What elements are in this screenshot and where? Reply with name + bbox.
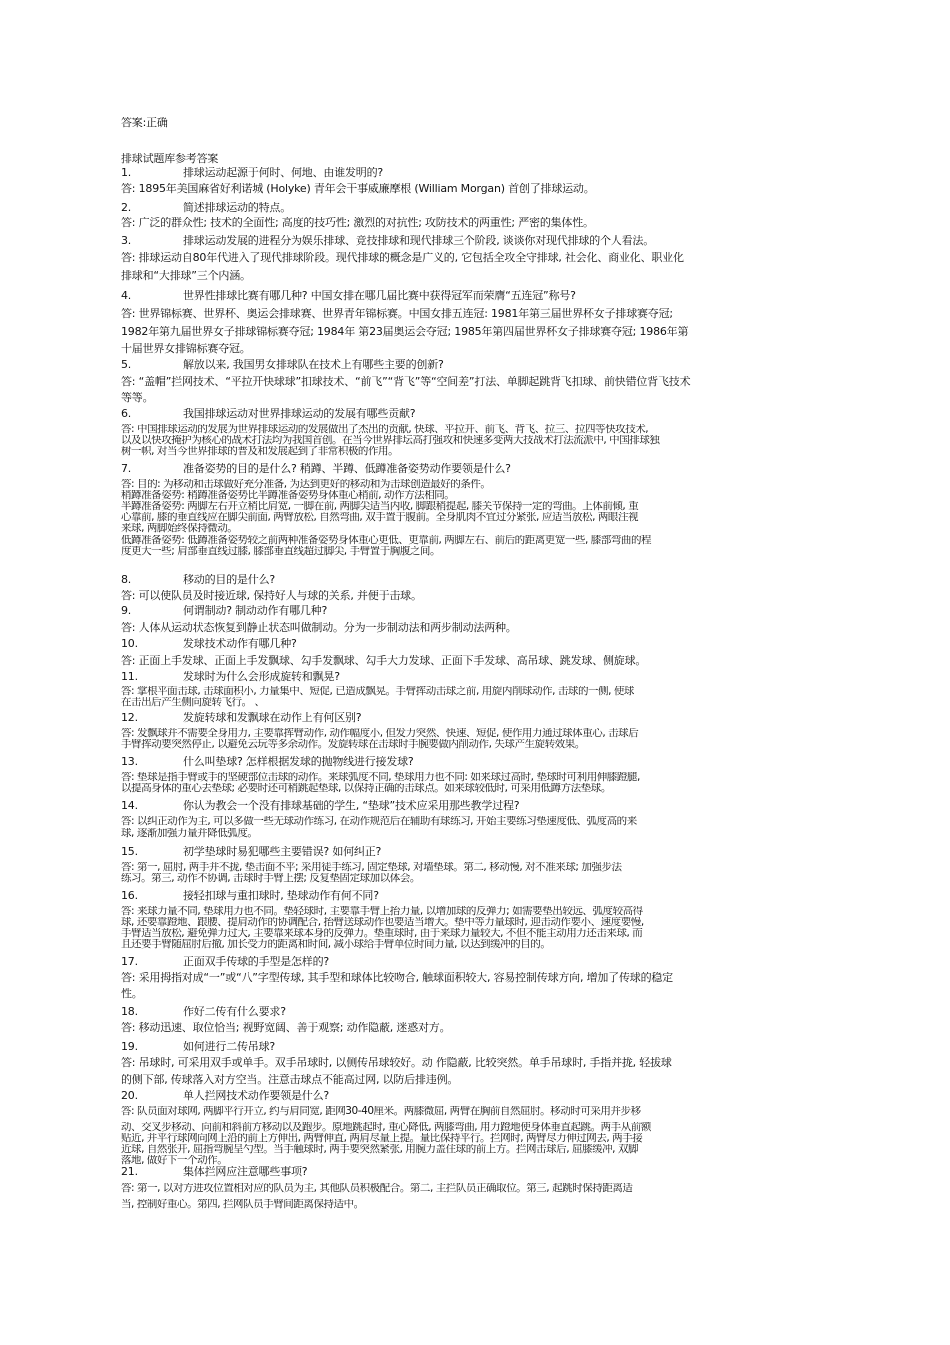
question-line	[121, 1166, 833, 1178]
question-line	[121, 167, 833, 179]
answer-line: 性。	[121, 988, 143, 1000]
answer-line: 以提高身体的重心去垫球; 必要时还可稍跳起垫球, 以保持正确的击球点。如来球较低时, 可采用低蹲方法垫球。	[121, 783, 611, 794]
question-line	[121, 235, 833, 247]
answer-line: 答: 第一, 屈肘, 两手并不拢, 垫击面不平; 采用徒手练习, 固定垫球, 对墙垫球。第二, 移动慢, 对不准来球; 加强步法	[121, 862, 622, 873]
answer-line: 答: 人体从运动状态恢复到静止状态叫做制动。分为一步制动法和两步制动法两种。	[121, 622, 517, 634]
question-text: 初学垫球时易犯哪些主要错误? 如何纠正?	[183, 846, 382, 858]
question-line	[121, 1006, 833, 1018]
answer-line: 练习。第三, 动作不协调, 击球时手臂上摆; 反复垫固定球加以体会。	[121, 873, 420, 884]
answer-line: 答: 1895年美国麻省好利诺城 (Holyke) 青年会干事威廉摩根 (William Morgan) 首创了排球运动。	[121, 183, 595, 195]
question-text: 发球技术动作有哪几种?	[183, 638, 297, 650]
question-line	[121, 202, 833, 214]
answer-line: 答: 中国排球运动的发展为世界排球运动的发展做出了杰出的贡献, 快球、平拉开、前飞、背飞、拉三、拉四等快攻技术,	[121, 424, 649, 435]
question-text: 单人拦网技术动作要领是什么?	[183, 1090, 330, 1102]
question-number: 11.	[121, 671, 138, 683]
question-line	[121, 290, 833, 302]
question-number: 8.	[121, 574, 132, 586]
question-number: 6.	[121, 408, 132, 420]
question-line	[121, 956, 833, 968]
question-text: 我国排球运动对世界排球运动的发展有哪些贡献?	[183, 408, 416, 420]
question-number: 17.	[121, 956, 138, 968]
answer-line: 答: 广泛的群众性; 技术的全面性; 高度的技巧性; 激烈的对抗性; 攻防技术的两重性; 严密的集体性。	[121, 217, 594, 229]
question-line	[121, 800, 833, 812]
answer-line: 十届世界女排锦标赛夺冠。	[121, 343, 251, 355]
question-text: 你认为教会一个没有排球基础的学生, “垫球”技术应采用那些教学过程?	[183, 800, 520, 812]
answer-line: 落地, 做好下一个动作。	[121, 1155, 228, 1166]
answer-line: 答: 采用拇指对成“一”或“八”字型传球, 其手型和球体比较吻合, 触球面积较大, 容易控制传球方向, 增加了传球的稳定	[121, 972, 673, 984]
question-number: 13.	[121, 756, 138, 768]
question-line	[121, 463, 833, 475]
answer-line: 答: 目的: 为移动和击球做好充分准备, 为达到更好的移动和为击球创造最好的条件。	[121, 479, 491, 490]
question-number: 12.	[121, 712, 138, 724]
question-line	[121, 359, 833, 371]
question-text: 解放以来, 我国男女排球队在技术上有哪些主要的创新?	[183, 359, 444, 371]
question-number: 21.	[121, 1166, 138, 1178]
question-number: 1.	[121, 167, 132, 179]
answer-line: 稍蹲准备姿势: 稍蹲准备姿势比半蹲准备姿势身体重心稍前, 动作方法相同。	[121, 490, 455, 501]
answer-line: 手臂挥动要突然停止, 以避免云玩等多余动作。发旋转球在击球时手腕要做内削动作, 失球产生旋转效果。	[121, 739, 585, 750]
question-number: 9.	[121, 605, 132, 617]
question-text: 世界性排球比赛有哪几种? 中国女排在哪几届比赛中获得冠军而荣膺“五连冠”称号?	[183, 290, 576, 302]
answer-line: 答: 以纠正动作为主, 可以多做一些无球动作练习, 在动作规范后在辅助有球练习, 开始主要练习垫速度低、弧度高的来	[121, 816, 637, 827]
question-number: 14.	[121, 800, 138, 812]
answer-line: 答: “盖帽”拦网技术、“平拉开快球球”扣球技术、“前飞”“背飞”等“空间差”打法、单脚起跳背飞扣球、前快错位背飞技术	[121, 376, 691, 388]
question-text: 何谓制动? 制动动作有哪几种?	[183, 605, 328, 617]
answer-line: 答: 第一, 以对方进攻位置相对应的队员为主, 其他队员积极配合。第二, 主拦队员正确取位。第三, 起跳时保持距离适	[121, 1183, 633, 1194]
question-line	[121, 846, 833, 858]
question-text: 发球时为什么会形成旋转和飘晃?	[183, 671, 340, 683]
answer-line: 答: 正面上手发球、正面上手发飘球、勾手发飘球、勾手大力发球、正面下手发球、高吊球、跳发球、侧旋球。	[121, 655, 647, 667]
question-number: 10.	[121, 638, 138, 650]
question-text: 如何进行二传吊球?	[183, 1041, 276, 1053]
question-number: 3.	[121, 235, 132, 247]
answer-line: 答: 可以使队员及时接近球, 保持好人与球的关系, 并便于击球。	[121, 590, 422, 602]
answer-line: 在击出后产生侧向旋转飞行。 、	[121, 697, 265, 708]
answer-line: 答: 掌根平面击球, 击球面积小, 力量集中、短促, 已造成飘晃。手臂挥动击球之前, 用旋内削球动作, 击球的一侧, 使球	[121, 686, 634, 697]
answer-line: 近球, 自然张开, 屈指弯腕呈勺型。当手触球时, 两手要突然紧张, 用腕力盖住球的前上方。拦网击球后, 屈膝缓冲, 双脚	[121, 1144, 639, 1155]
answer-line: 半蹲准备姿势: 两脚左右开立稍比肩宽, 一脚在前, 两脚尖适当内收, 脚跟稍提起, 膝关节保持一定的弯曲。上体前倾, 重	[121, 501, 639, 512]
answer-line: 答: 世界锦标赛、世界杯、奥运会排球赛、世界青年锦标赛。中国女排五连冠: 1981年第三届世界杯女子排球赛夺冠;	[121, 308, 673, 320]
answer-line: 答: 排球运动自80年代进入了现代排球阶段。现代排球的概念是广义的, 它包括全攻全守排球, 社会化、商业化、职业化	[121, 252, 684, 264]
answer-header: 答案:正确	[121, 117, 168, 129]
answer-line: 贴近, 并平行球网向网上沿的前上方伸出, 两臂伸直, 两肩尽量上提。量比保持平行。拦网时, 两臂尽力伸过网去, 两手接	[121, 1133, 643, 1144]
question-number: 20.	[121, 1090, 138, 1102]
question-line	[121, 1090, 833, 1102]
answer-line: 树一帜, 对当今世界排球的普及和发展起到了非常积极的作用。	[121, 446, 399, 457]
question-number: 19.	[121, 1041, 138, 1053]
question-number: 18.	[121, 1006, 138, 1018]
question-line	[121, 890, 833, 902]
answer-line: 当, 控制好重心。第四, 拦网队员手臂间距离保持适中。	[121, 1199, 364, 1210]
question-line	[121, 756, 833, 768]
answer-line: 且还要手臂随屈肘后撤, 加长受力的距离和时间, 减小球给手臂单位时间力量, 以达到缓冲的目的。	[121, 939, 551, 950]
question-number: 15.	[121, 846, 138, 858]
question-text: 排球运动起源于何时、何地、由谁发明的?	[183, 167, 384, 179]
answer-line: 答: 来球力量不同, 垫球用力也不同。垫轻球时, 主要靠手臂上抬力量, 以增加球的反弹力; 如需要垫出较远、弧度较高得	[121, 906, 643, 917]
question-text: 什么叫垫球? 怎样根据发球的抛物线进行接发球?	[183, 756, 414, 768]
answer-line: 低蹲准备姿势: 低蹲准备姿势较之前两种准备姿势身体重心更低、更靠前, 两脚左右、前后的距离更宽一些, 膝部弯曲的程	[121, 535, 652, 546]
answer-line: 1982年第九届世界女子排球锦标赛夺冠; 1984年 第23届奥运会夺冠; 1985年第四届世界杯女子排球赛夺冠; 1986年第	[121, 326, 689, 338]
question-line	[121, 638, 833, 650]
answer-line: 答: 垫球是指手臂或手的坚硬部位击球的动作。来球弧度不同, 垫球用力也不同: 如来球过高时, 垫球时可利用伸膝蹬腿,	[121, 772, 640, 783]
answer-line: 排球和“大排球”三个内涵。	[121, 270, 251, 282]
question-line	[121, 671, 833, 683]
question-text: 发旋转球和发飘球在动作上有何区别?	[183, 712, 362, 724]
answer-line: 答: 吊球时, 可采用双手或单手。双手吊球时, 以侧传吊球较好。动 作隐蔽, 比较突然。单手吊球时, 手指并拢, 轻拔球	[121, 1057, 672, 1069]
answer-line: 手臂适当放松, 避免弹力过大, 主要靠来球本身的反弹力。垫重球时, 由于来球力量较大, 不但不能主动用力还击来球, 而	[121, 928, 643, 939]
question-number: 16.	[121, 890, 138, 902]
answer-line: 心靠前, 膝的垂直线应在脚尖前面, 两臂放松, 自然弯曲, 双手置于腹前。全身肌肉不宜过分紧张, 应适当放松, 两眼注视	[121, 512, 639, 523]
answer-line: 以及以快攻掩护为核心的战术打法均为我国首创。在当今世界排坛高打强攻和快速多变两大技战术打法流派中, 中国排球独	[121, 435, 660, 446]
question-number: 2.	[121, 202, 132, 214]
answer-line: 来球, 两脚始终保持微动。	[121, 523, 238, 534]
question-number: 5.	[121, 359, 132, 371]
question-number: 4.	[121, 290, 132, 302]
answer-line: 动、交叉步移动、向前和斜前方移动以及跑步。原地跳起时, 重心降低, 两膝弯曲, 用力蹬地使身体垂直起跳。两手从前额	[121, 1122, 651, 1133]
answer-line: 球, 还要靠蹬地、跟腰、提肩动作的协调配合, 抬臂送球动作也要适当增大。垫中等力量球时, 迎击动作要小、速度要慢,	[121, 917, 644, 928]
question-line	[121, 712, 833, 724]
question-text: 简述排球运动的特点。	[183, 202, 291, 214]
answer-line: 答: 发飘球并不需要全身用力, 主要靠挥臂动作, 动作幅度小, 但发力突然、快速、短促, 使作用力通过球体重心, 击球后	[121, 728, 639, 739]
question-text: 作好二传有什么要求?	[183, 1006, 286, 1018]
answer-line: 答: 队员面对球网, 两脚平行开立, 约与肩同宽, 距网30-40厘米。两膝微屈, 两臂在胸前自然屈肘。移动时可采用并步移	[121, 1106, 641, 1117]
question-text: 接轻扣球与重扣球时, 垫球动作有何不同?	[183, 890, 379, 902]
question-number: 7.	[121, 463, 132, 475]
answer-line: 答: 移动迅速、取位恰当; 视野宽阔、善于观察; 动作隐蔽, 迷惑对方。	[121, 1022, 451, 1034]
question-line	[121, 574, 833, 586]
question-text: 移动的目的是什么?	[183, 574, 276, 586]
answer-line: 等等。	[121, 392, 154, 404]
question-line	[121, 1041, 833, 1053]
question-text: 正面双手传球的手型是怎样的?	[183, 956, 330, 968]
question-line	[121, 408, 833, 420]
question-text: 集体拦网应注意哪些事项?	[183, 1166, 308, 1178]
document-title: 排球试题库参考答案	[121, 153, 219, 165]
answer-line: 球, 逐渐加强力量并降低弧度。	[121, 828, 258, 839]
question-text: 准备姿势的目的是什么? 稍蹲、半蹲、低蹲准备姿势动作要领是什么?	[183, 463, 511, 475]
answer-line: 的侧下部, 传球落入对方空当。注意击球点不能高过网, 以防后排违例。	[121, 1074, 459, 1086]
question-line	[121, 605, 833, 617]
answer-line: 度更大一些; 肩部垂直线过膝, 膝部垂直线超过脚尖, 手臂置于胸腹之间。	[121, 546, 441, 557]
question-text: 排球运动发展的进程分为娱乐排球、竞技排球和现代排球三个阶段, 谈谈你对现代排球的个人看法。	[183, 235, 654, 247]
